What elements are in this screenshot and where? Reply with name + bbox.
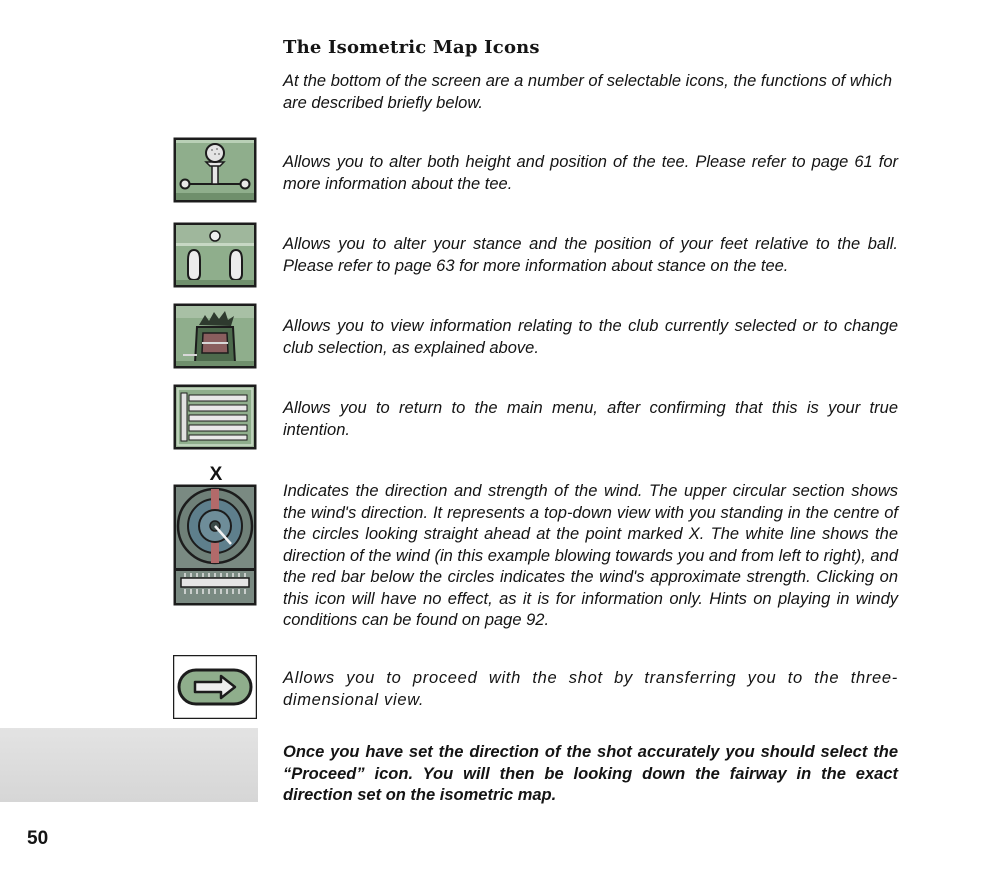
wind-description: Indicates the direction and strength of the wind. The upper circular section shows the wind's direction. It represents a top-down view with you standing in the centre of the circles looking straight ahead at the point marked X. The white line shows the direction of the wind (in this example blowing towards you and from left to right), and the red bar below the circles indicates the wind's approximate strength. Clicking on this icon will have no effect, as it is for information only. Hints on playing in windy conditions can be found on page 92. — [283, 482, 898, 629]
stance-description: Allows you to alter your stance and the position of your feet relative to the ball. Please refer to page 63 for more information about stance on the tee. — [283, 235, 898, 275]
section-title: The Isometric Map Icons — [283, 37, 540, 58]
page-number: 50 — [27, 828, 49, 849]
menu-description: Allows you to return to the main menu, after confirming that this is your true intention. — [283, 399, 898, 439]
golf-bag-icon — [173, 303, 257, 369]
club-description: Allows you to view information relating to the club currently selected or to change club selection, as explained above. — [283, 317, 898, 357]
wind-icon — [173, 484, 257, 606]
proceed-arrow-icon — [173, 655, 257, 719]
tee-description: Allows you to alter both height and position of the tee. Please refer to page 61 for more information about the tee. — [283, 153, 898, 193]
menu-icon — [173, 384, 257, 450]
proceed-note: Once you have set the direction of the shot accurately you should select the “Proceed” icon. You will then be looking down the fairway in the exact direction set on the isometric map. — [283, 743, 898, 804]
intro-text: At the bottom of the screen are a number of selectable icons, the functions of which are described briefly below. — [283, 72, 893, 112]
proceed-description: Allows you to proceed with the shot by transferring you to the three-dimensional view. — [283, 669, 898, 709]
tee-icon — [173, 137, 257, 203]
page-shading — [0, 728, 258, 802]
stance-icon — [173, 222, 257, 288]
wind-x-marker: X — [209, 464, 223, 485]
